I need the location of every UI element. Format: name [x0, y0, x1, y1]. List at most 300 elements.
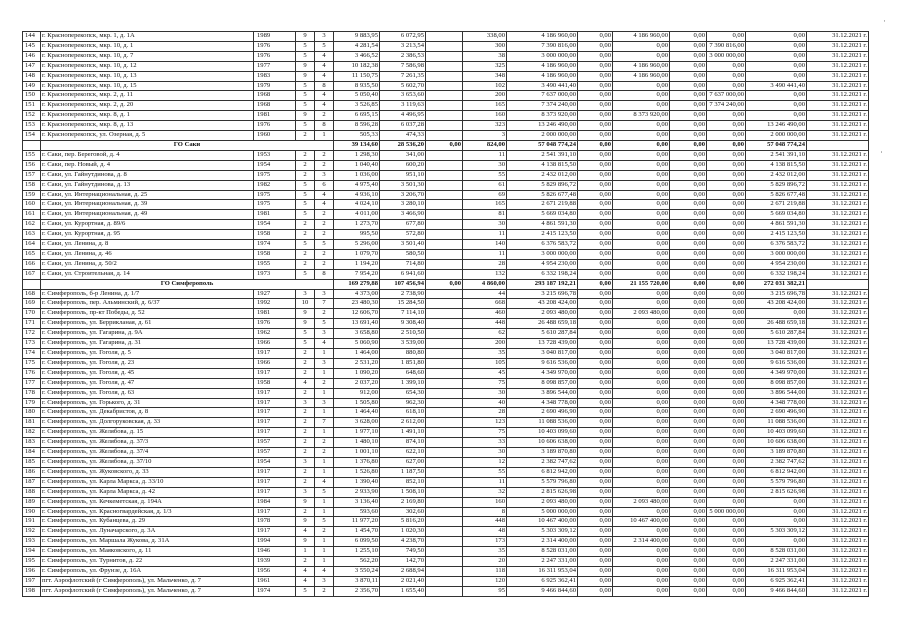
residents-cell: 75 — [463, 428, 507, 438]
year-cell: 1968 — [254, 101, 296, 111]
date-cell: 31.12.2021 г. — [807, 299, 869, 309]
value-cell: 0,00 — [613, 160, 670, 170]
value-cell: 0,00 — [613, 487, 670, 497]
date-cell: 31.12.2021 г. — [807, 319, 869, 329]
year-cell: 1979 — [254, 81, 296, 91]
value-cell: 0,00 — [670, 517, 707, 527]
entrances-cell: 4 — [315, 51, 334, 61]
address-cell: г. Красноперекопск, мкр. 2, д. 11 — [41, 91, 254, 101]
row-number-cell: 181 — [23, 418, 41, 428]
living-area-cell: 852,10 — [380, 477, 426, 487]
value-cell: 0,00 — [746, 101, 807, 111]
value-cell: 0,00 — [613, 91, 670, 101]
living-area-cell: 3 653,60 — [380, 91, 426, 101]
date-cell: 31.12.2021 г. — [807, 368, 869, 378]
living-area-cell: 341,00 — [380, 150, 426, 160]
table-row — [23, 497, 898, 507]
floors-cell: 2 — [296, 131, 315, 141]
value-cell — [426, 368, 463, 378]
total-cost-cell: 2 815 626,98 — [507, 487, 578, 497]
entrances-cell: 2 — [315, 259, 334, 269]
date-cell: 31.12.2021 г. — [807, 180, 869, 190]
value-cell: 0,00 — [707, 220, 746, 230]
living-area-cell: 1 399,10 — [380, 378, 426, 388]
value-cell: 0,00 — [670, 576, 707, 586]
living-area-cell: 580,50 — [380, 249, 426, 259]
value-cell: 3 215 696,78 — [746, 289, 807, 299]
table-row — [23, 131, 898, 141]
value-cell: 2 000 000,00 — [746, 131, 807, 141]
value-cell: 0,00 — [707, 457, 746, 467]
value-cell: 272 031 382,21 — [746, 279, 807, 289]
total-area-cell: 1 036,00 — [334, 170, 380, 180]
row-number-cell: 163 — [23, 230, 41, 240]
entrances-cell: 8 — [315, 121, 334, 131]
entrances-cell: 1 — [315, 388, 334, 398]
total-cost-cell: 5 303 309,12 — [507, 527, 578, 537]
value-cell: 0,00 — [613, 249, 670, 259]
date-cell: 31.12.2021 г. — [807, 240, 869, 250]
table-row — [23, 507, 898, 517]
living-area-cell: 107 456,94 — [380, 279, 426, 289]
residents-cell: 102 — [463, 81, 507, 91]
value-cell — [426, 319, 463, 329]
residents-cell: 123 — [463, 418, 507, 428]
date-cell: 31.12.2021 г. — [807, 41, 869, 51]
value-cell: 0,00 — [578, 477, 613, 487]
residents-cell: 35 — [463, 547, 507, 557]
entrances-cell: 4 — [315, 477, 334, 487]
value-cell: 0,00 — [578, 41, 613, 51]
table-row — [23, 487, 898, 497]
residents-cell: 448 — [463, 319, 507, 329]
value-cell: 0,00 — [746, 71, 807, 81]
value-cell: 0,00 — [670, 557, 707, 567]
total-area-cell: 6 099,50 — [334, 537, 380, 547]
row-number-cell: 152 — [23, 111, 41, 121]
address-cell: г. Красноперекопск, ул. Озерная, д. 5 — [41, 131, 254, 141]
total-area-cell: 3 628,00 — [334, 418, 380, 428]
date-cell: 31.12.2021 г. — [807, 457, 869, 467]
value-cell — [426, 527, 463, 537]
value-cell — [426, 507, 463, 517]
year-cell: 1976 — [254, 41, 296, 51]
value-cell — [426, 576, 463, 586]
total-area-cell: 3 136,40 — [334, 497, 380, 507]
floors-cell: 5 — [296, 121, 315, 131]
year-cell: 1976 — [254, 51, 296, 61]
value-cell: 0,00 — [578, 497, 613, 507]
table-row — [23, 378, 898, 388]
row-number-cell: 186 — [23, 467, 41, 477]
year-cell: 1953 — [254, 150, 296, 160]
row-number-cell: 185 — [23, 457, 41, 467]
value-cell: 2 382 747,62 — [746, 457, 807, 467]
floors-cell: 5 — [296, 41, 315, 51]
living-area-cell: 654,30 — [380, 388, 426, 398]
date-cell: 31.12.2021 г. — [807, 32, 869, 42]
total-area-cell: 5 060,90 — [334, 339, 380, 349]
year-cell: 1966 — [254, 339, 296, 349]
floors-cell: 2 — [296, 448, 315, 458]
row-number-cell: 191 — [23, 517, 41, 527]
value-cell — [426, 220, 463, 230]
value-cell: 0,00 — [613, 368, 670, 378]
entrances-cell: 3 — [315, 32, 334, 42]
floors-cell: 9 — [296, 111, 315, 121]
address-cell: г. Саки, ул. Курортная, д. 89/6 — [41, 220, 254, 230]
row-number-cell: 167 — [23, 269, 41, 279]
row-number-cell: 164 — [23, 240, 41, 250]
value-cell: 0,00 — [578, 32, 613, 42]
value-cell — [426, 190, 463, 200]
residents-cell: 165 — [463, 200, 507, 210]
address-cell: г. Симферополь, ул. Горького, д. 31 — [41, 398, 254, 408]
residents-cell: 30 — [463, 388, 507, 398]
table-row — [23, 527, 898, 537]
value-cell: 0,00 — [707, 418, 746, 428]
address-cell: г. Симферополь, ул. Желябова, д. 37/10 — [41, 457, 254, 467]
table-row — [23, 81, 898, 91]
date-cell: 31.12.2021 г. — [807, 309, 869, 319]
residents-cell: 200 — [463, 91, 507, 101]
floors-cell: 2 — [296, 259, 315, 269]
value-cell: 0,00 — [670, 121, 707, 131]
total-cost-cell: 2 432 012,00 — [507, 170, 578, 180]
date-cell: 31.12.2021 г. — [807, 557, 869, 567]
living-area-cell: 474,33 — [380, 131, 426, 141]
value-cell: 0,00 — [613, 81, 670, 91]
total-area-cell: 1 505,80 — [334, 398, 380, 408]
value-cell: 0,00 — [707, 180, 746, 190]
row-number-cell: 197 — [23, 576, 41, 586]
entrances-cell: 2 — [315, 160, 334, 170]
total-area-cell: 23 480,30 — [334, 299, 380, 309]
row-number-cell: 172 — [23, 329, 41, 339]
row-number-cell: 155 — [23, 150, 41, 160]
total-cost-cell: 293 187 192,21 — [507, 279, 578, 289]
table-row — [23, 358, 898, 368]
residents-cell: 325 — [463, 61, 507, 71]
value-cell: 0,00 — [670, 457, 707, 467]
date-cell: 31.12.2021 г. — [807, 507, 869, 517]
residents-cell: 40 — [463, 398, 507, 408]
table-row — [23, 150, 898, 160]
year-cell: 1939 — [254, 557, 296, 567]
living-area-cell: 2 386,53 — [380, 51, 426, 61]
floors-cell: 2 — [296, 408, 315, 418]
living-area-cell: 1 655,40 — [380, 586, 426, 596]
total-cost-cell: 7 637 000,00 — [507, 91, 578, 101]
total-cost-cell: 4 138 815,50 — [507, 160, 578, 170]
residents-cell: 48 — [463, 527, 507, 537]
entrances-cell: 2 — [315, 150, 334, 160]
entrances-cell: 2 — [315, 220, 334, 230]
row-number-cell: 173 — [23, 339, 41, 349]
living-area-cell: 2 021,40 — [380, 576, 426, 586]
value-cell: 0,00 — [613, 398, 670, 408]
value-cell: 13 246 490,00 — [746, 121, 807, 131]
year-cell: 1954 — [254, 160, 296, 170]
date-cell: 31.12.2021 г. — [807, 111, 869, 121]
table-row — [23, 339, 898, 349]
value-cell: 0,00 — [578, 339, 613, 349]
year-cell: 1976 — [254, 121, 296, 131]
floors-cell: 2 — [296, 467, 315, 477]
total-area-cell: 4 281,54 — [334, 41, 380, 51]
date-cell: 31.12.2021 г. — [807, 586, 869, 596]
entrances-cell: 8 — [315, 81, 334, 91]
value-cell: 0,00 — [578, 51, 613, 61]
value-cell: 4 861 591,30 — [746, 220, 807, 230]
living-area-cell: 4 496,95 — [380, 111, 426, 121]
row-number-cell: 184 — [23, 448, 41, 458]
residents-cell: 55 — [463, 170, 507, 180]
address-cell: г. Симферополь, ул. Гагарина, д. 31 — [41, 339, 254, 349]
value-cell: 0,00 — [670, 398, 707, 408]
date-cell: 31.12.2021 г. — [807, 131, 869, 141]
value-cell — [426, 289, 463, 299]
value-cell: 0,00 — [613, 428, 670, 438]
year-cell: 1958 — [254, 249, 296, 259]
total-cost-cell: 6 812 942,00 — [507, 467, 578, 477]
value-cell: 4 954 230,00 — [746, 259, 807, 269]
address-cell: г. Симферополь, пр-кт Победы, д. 52 — [41, 309, 254, 319]
year-cell: 1956 — [254, 566, 296, 576]
value-cell — [426, 150, 463, 160]
total-cost-cell: 3 000 000,00 — [507, 249, 578, 259]
total-cost-cell: 2 690 496,90 — [507, 408, 578, 418]
row-number-cell: 151 — [23, 101, 41, 111]
value-cell: 0,00 — [746, 111, 807, 121]
address-cell: г. Саки, ул. Ленина, д. 50/2 — [41, 259, 254, 269]
value-cell: 0,00 — [746, 507, 807, 517]
total-area-cell: 4 011,00 — [334, 210, 380, 220]
value-cell: 0,00 — [670, 210, 707, 220]
value-cell: 0,00 — [613, 557, 670, 567]
residents-cell: 69 — [463, 190, 507, 200]
total-cost-cell: 57 048 774,24 — [507, 140, 578, 150]
total-cost-cell: 2 314 400,00 — [507, 537, 578, 547]
value-cell: 0,00 — [707, 477, 746, 487]
row-number-cell: 190 — [23, 507, 41, 517]
residents-cell: 62 — [463, 329, 507, 339]
address-cell: г. Симферополь, ул. Желябова, д. 15 — [41, 428, 254, 438]
living-area-cell: 5 816,20 — [380, 517, 426, 527]
total-area-cell: 2 037,20 — [334, 378, 380, 388]
value-cell: 2 690 496,90 — [746, 408, 807, 418]
floors-cell: 2 — [296, 418, 315, 428]
residents-cell: 160 — [463, 111, 507, 121]
value-cell: 0,00 — [578, 121, 613, 131]
residents-cell: 11 — [463, 230, 507, 240]
total-cost-cell: 4 954 230,00 — [507, 259, 578, 269]
year-cell: 1954 — [254, 220, 296, 230]
year-cell: 1917 — [254, 507, 296, 517]
value-cell: 0,00 — [670, 41, 707, 51]
value-cell: 0,00 — [707, 309, 746, 319]
total-area-cell: 5 296,00 — [334, 240, 380, 250]
residents-cell: 33 — [463, 438, 507, 448]
date-cell: 31.12.2021 г. — [807, 378, 869, 388]
address-cell: г. Красноперекопск, мкр. 10, д. 1 — [41, 41, 254, 51]
entrances-cell: 1 — [315, 408, 334, 418]
value-cell: 0,00 — [613, 170, 670, 180]
total-area-cell: 1 464,40 — [334, 408, 380, 418]
value-cell: 0,00 — [578, 240, 613, 250]
row-number-cell: 193 — [23, 537, 41, 547]
total-cost-cell: 5 829 896,72 — [507, 180, 578, 190]
total-cost-cell: 11 088 536,00 — [507, 418, 578, 428]
value-cell: 0,00 — [707, 388, 746, 398]
value-cell: 2 815 626,98 — [746, 487, 807, 497]
value-cell: 0,00 — [670, 507, 707, 517]
row-number-cell: 149 — [23, 81, 41, 91]
value-cell: 3 896 544,00 — [746, 388, 807, 398]
value-cell: 0,00 — [670, 32, 707, 42]
row-number-cell: 192 — [23, 527, 41, 537]
living-area-cell: 962,30 — [380, 398, 426, 408]
value-cell: 0,00 — [670, 358, 707, 368]
value-cell: 0,00 — [578, 190, 613, 200]
year-cell: 1955 — [254, 259, 296, 269]
total-cost-cell: 3 215 696,78 — [507, 289, 578, 299]
entrances-cell: 4 — [315, 339, 334, 349]
value-cell: 8 373 920,00 — [613, 111, 670, 121]
value-cell: 0,00 — [707, 111, 746, 121]
floors-cell: 5 — [296, 51, 315, 61]
floors-cell: 5 — [296, 329, 315, 339]
entrances-cell: 3 — [315, 576, 334, 586]
value-cell: 0,00 — [613, 299, 670, 309]
value-cell: 0,00 — [578, 200, 613, 210]
entrances-cell: 4 — [315, 190, 334, 200]
living-area-cell: 880,80 — [380, 349, 426, 359]
value-cell: 0,00 — [578, 150, 613, 160]
residents-cell: 140 — [463, 240, 507, 250]
residents-cell: 120 — [463, 576, 507, 586]
value-cell — [426, 418, 463, 428]
value-cell: 7 637 000,00 — [707, 91, 746, 101]
floors-cell: 2 — [296, 249, 315, 259]
date-cell: 31.12.2021 г. — [807, 269, 869, 279]
value-cell: 5 610 287,84 — [746, 329, 807, 339]
living-area-cell: 142,70 — [380, 557, 426, 567]
value-cell: 8 528 031,00 — [746, 547, 807, 557]
address-cell: г. Симферополь, ул. Кечкеметская, д. 194А — [41, 497, 254, 507]
date-cell: 31.12.2021 г. — [807, 566, 869, 576]
value-cell: 0,00 — [670, 349, 707, 359]
value-cell: 0,00 — [707, 408, 746, 418]
total-cost-cell: 13 728 439,00 — [507, 339, 578, 349]
address-cell: г. Красноперекопск, мкр. 2, д. 20 — [41, 101, 254, 111]
year-cell: 1917 — [254, 408, 296, 418]
table-row — [23, 91, 898, 101]
entrances-cell: 6 — [315, 180, 334, 190]
row-number-cell: 178 — [23, 388, 41, 398]
value-cell: 0,00 — [670, 477, 707, 487]
total-area-cell: 1 454,70 — [334, 527, 380, 537]
total-cost-cell: 4 861 591,30 — [507, 220, 578, 230]
residents-cell: 118 — [463, 566, 507, 576]
row-number-cell: 146 — [23, 51, 41, 61]
value-cell: 0,00 — [707, 537, 746, 547]
total-cost-cell: 4 349 970,00 — [507, 368, 578, 378]
value-cell: 0,00 — [670, 586, 707, 596]
table-row — [23, 477, 898, 487]
value-cell: 4 186 960,00 — [613, 32, 670, 42]
row-number-cell: 153 — [23, 121, 41, 131]
living-area-cell: 6 941,60 — [380, 269, 426, 279]
value-cell: 0,00 — [707, 398, 746, 408]
value-cell: 0,00 — [670, 240, 707, 250]
date-cell: 31.12.2021 г. — [807, 81, 869, 91]
total-cost-cell: 2 000 000,00 — [507, 131, 578, 141]
living-area-cell: 618,10 — [380, 408, 426, 418]
total-cost-cell: 16 311 953,04 — [507, 566, 578, 576]
total-area-cell: 1 040,40 — [334, 160, 380, 170]
living-area-cell: 1 187,50 — [380, 467, 426, 477]
value-cell: 0,00 — [613, 477, 670, 487]
living-area-cell: 302,60 — [380, 507, 426, 517]
address-cell: г. Симферополь, ул. Карла Маркса, д. 42 — [41, 487, 254, 497]
year-cell: 1958 — [254, 230, 296, 240]
floors-cell: 3 — [296, 289, 315, 299]
total-cost-cell: 7 390 816,00 — [507, 41, 578, 51]
value-cell: 0,00 — [578, 319, 613, 329]
value-cell: 0,00 — [613, 220, 670, 230]
value-cell: 8 098 857,00 — [746, 378, 807, 388]
total-area-cell: 1 376,80 — [334, 457, 380, 467]
residents-cell: 460 — [463, 309, 507, 319]
value-cell — [426, 41, 463, 51]
year-cell: 1960 — [254, 131, 296, 141]
value-cell: 0,00 — [613, 240, 670, 250]
date-cell: 31.12.2021 г. — [807, 230, 869, 240]
total-area-cell: 12 606,70 — [334, 309, 380, 319]
value-cell: 0,00 — [670, 329, 707, 339]
group-total-row — [23, 140, 898, 150]
table-row — [23, 319, 898, 329]
residents-cell: 44 — [463, 289, 507, 299]
floors-cell: 10 — [296, 299, 315, 309]
value-cell: 0,00 — [707, 557, 746, 567]
address-cell: г. Красноперекопск, мкр. 1, д. 1А — [41, 32, 254, 42]
value-cell — [426, 378, 463, 388]
value-cell: 0,00 — [578, 467, 613, 477]
value-cell: 0,00 — [613, 51, 670, 61]
total-cost-cell: 10 403 099,60 — [507, 428, 578, 438]
total-area-cell: 39 134,60 — [334, 140, 380, 150]
row-number-cell: 148 — [23, 71, 41, 81]
row-number-cell: 180 — [23, 408, 41, 418]
total-area-cell: 8 596,28 — [334, 121, 380, 131]
entrances-cell: 5 — [315, 487, 334, 497]
value-cell: 0,00 — [613, 41, 670, 51]
entrances-cell: 1 — [315, 497, 334, 507]
entrances-cell: 4 — [315, 200, 334, 210]
value-cell: 6 332 198,24 — [746, 269, 807, 279]
floors-cell: 2 — [296, 349, 315, 359]
value-cell: 0,00 — [578, 378, 613, 388]
total-area-cell: 3 870,11 — [334, 576, 380, 586]
value-cell: 0,00 — [613, 527, 670, 537]
row-number-cell: 166 — [23, 259, 41, 269]
address-cell: г. Красноперекопск, мкр. 10, д. 15 — [41, 81, 254, 91]
value-cell: 0,00 — [613, 131, 670, 141]
date-cell: 31.12.2021 г. — [807, 448, 869, 458]
value-cell: 3 490 441,40 — [746, 81, 807, 91]
